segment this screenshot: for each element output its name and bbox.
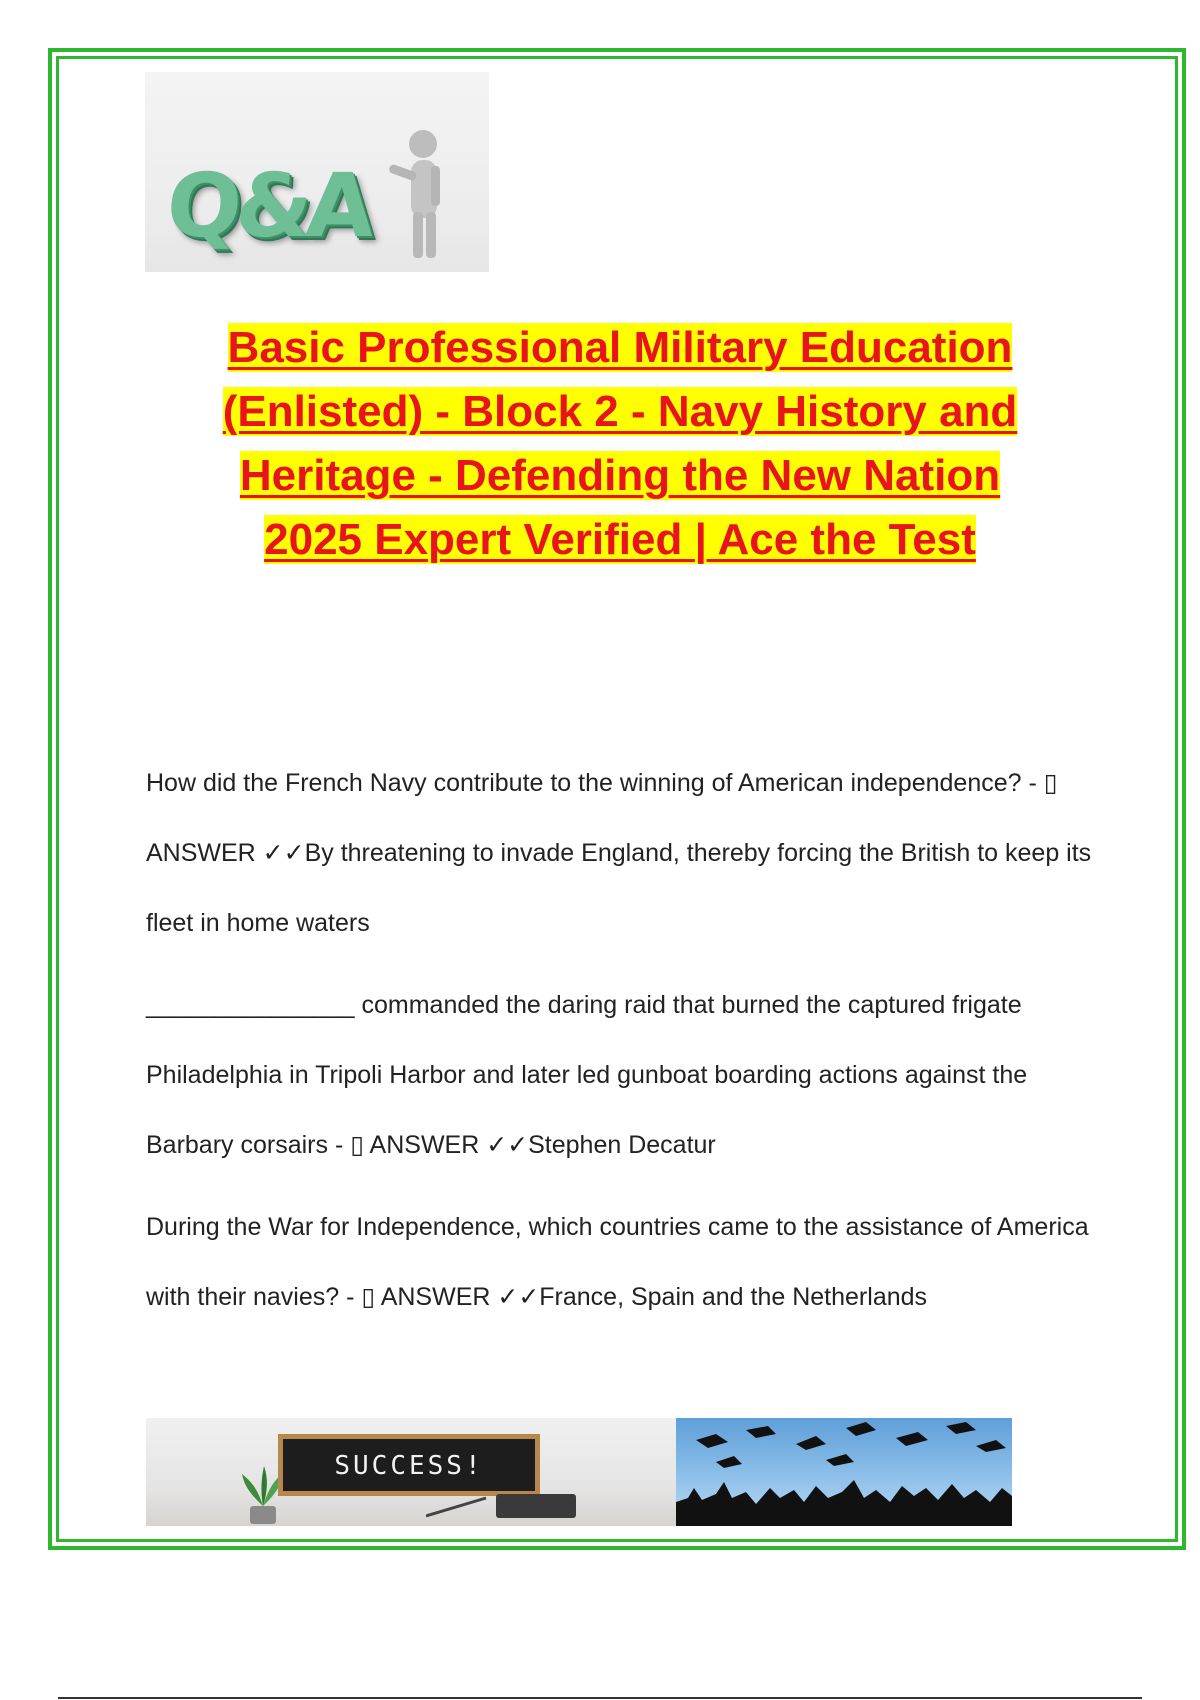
figure-icon [385, 124, 465, 264]
qa-logo-image [145, 72, 489, 272]
graduation-silhouette-icon [676, 1418, 1012, 1526]
chalkboard [278, 1434, 540, 1496]
graduation-caps-image [676, 1418, 1012, 1526]
title-line-3: Heritage - Defending the New Nation [239, 451, 1001, 500]
qa-item [146, 970, 1106, 1180]
document-title [140, 316, 1100, 572]
question-text: During the War for Independence, which countries came to the assistance of America with their navies? - [146, 1213, 1089, 1311]
chalkboard-text: SUCCESS! [334, 1451, 484, 1481]
calculator-icon [426, 1488, 586, 1522]
logo-text: Q&A [163, 154, 373, 257]
qa-item [146, 748, 1106, 958]
answer-text: By threatening to invade England, thereby forcing the British to keep its fleet in home waters [146, 839, 1092, 937]
title-line-2: (Enlisted) - Block 2 - Navy History and [222, 387, 1018, 436]
success-chalkboard-image [146, 1418, 676, 1526]
question-text: _______________ commanded the daring raid that burned the captured frigate Philadelphia in Tripoli Harbor and later led gunboat boarding actions against the Barbary corsairs - [146, 991, 1028, 1159]
page-divider [58, 1697, 1142, 1699]
question-text: How did the French Navy contribute to the winning of American independence? - [146, 769, 1044, 797]
qa-list [146, 748, 1106, 1344]
answer-marker: ▯ ANSWER ✓✓ [350, 1131, 529, 1159]
answer-marker: ▯ ANSWER ✓✓ [361, 1283, 540, 1311]
title-line-4: 2025 Expert Verified | Ace the Test [264, 515, 976, 564]
qa-item [146, 1192, 1106, 1332]
answer-text: Stephen Decatur [528, 1131, 716, 1159]
title-line-1: Basic Professional Military Education [227, 323, 1013, 372]
answer-marker: ▯ ANSWER ✓✓ [146, 769, 1058, 867]
answer-text: France, Spain and the Netherlands [539, 1283, 928, 1311]
